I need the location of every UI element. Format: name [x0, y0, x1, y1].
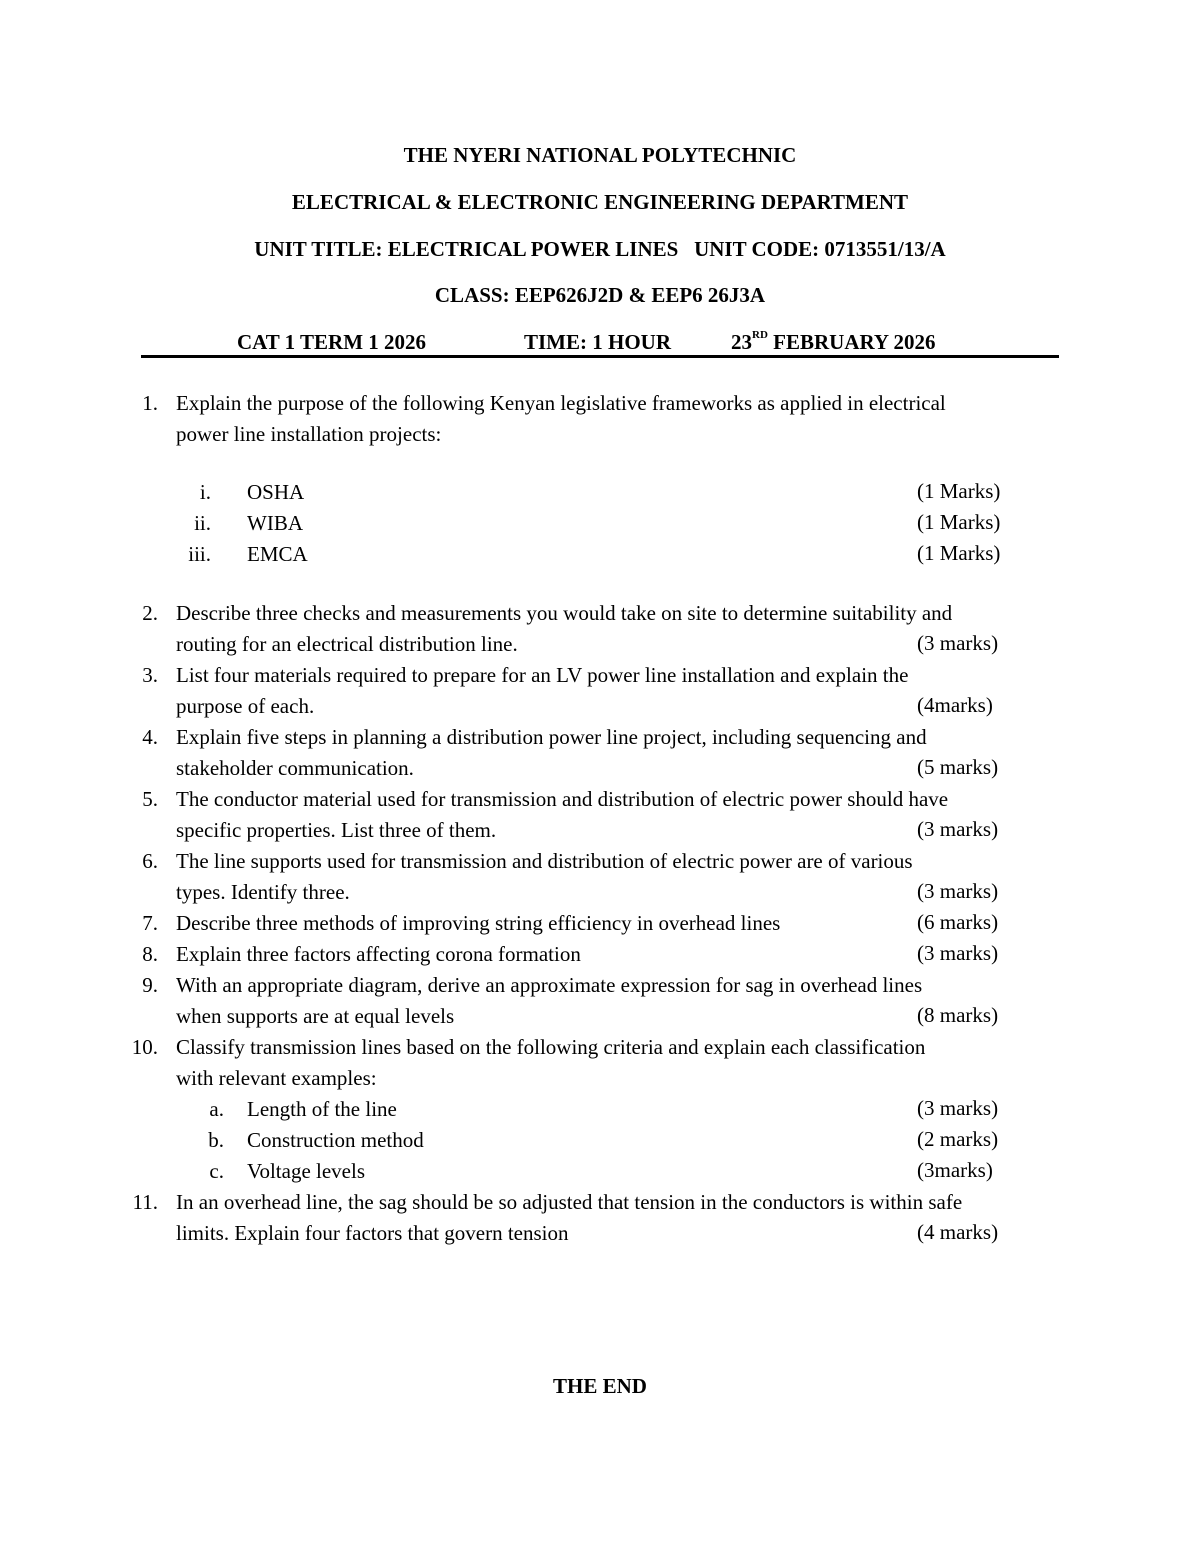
question-text: purpose of each. [176, 694, 315, 718]
question-text: routing for an electrical distribution line. [176, 632, 518, 656]
marks-label: (3 marks) [917, 1096, 999, 1120]
question-text: Explain three factors affecting corona formation [176, 942, 581, 966]
question-text: specific properties. List three of them. [176, 818, 497, 842]
unit-title-line: UNIT TITLE: ELECTRICAL POWER LINES UNIT CODE: 0713551/13/A [254, 237, 946, 261]
time-label: TIME: 1 HOUR [524, 330, 671, 354]
marks-label: (1 Marks) [917, 479, 1001, 503]
sub-item-text: OSHA [247, 480, 305, 504]
question-text: power line installation projects: [176, 422, 442, 446]
sub-item-text: EMCA [247, 542, 308, 566]
question-text: Describe three methods of improving string efficiency in overhead lines [176, 911, 781, 935]
marks-label: (3 marks) [917, 817, 999, 841]
question-text: Classify transmission lines based on the following criteria and explain each classification [176, 1035, 926, 1059]
class-line: CLASS: EEP626J2D & EEP6 26J3A [434, 283, 766, 307]
question-text: The line supports used for transmission and distribution of electric power are of various [176, 849, 913, 873]
marks-label: (3 marks) [917, 941, 999, 965]
header-divider [141, 355, 1059, 358]
institution-title: THE NYERI NATIONAL POLYTECHNIC [403, 143, 797, 167]
question-number: 10. [131, 1035, 158, 1059]
question-number: 9. [142, 973, 158, 997]
marks-label: (4 marks) [917, 1220, 999, 1244]
question-number: 6. [142, 849, 158, 873]
sub-item-number: ii. [194, 511, 211, 535]
question-number: 1. [142, 391, 158, 415]
question-number: 3. [142, 663, 158, 687]
sub-item-number: c. [209, 1159, 224, 1183]
question-number: 7. [142, 911, 158, 935]
question-text: With an appropriate diagram, derive an approximate expression for sag in overhead lines [176, 973, 923, 997]
question-text: with relevant examples: [176, 1066, 377, 1090]
exam-date [731, 330, 936, 355]
marks-label: (3marks) [917, 1158, 993, 1182]
marks-label: (3 marks) [917, 879, 999, 903]
date-suffix: RD [752, 329, 768, 341]
marks-label: (8 marks) [917, 1003, 999, 1027]
question-text: types. Identify three. [176, 880, 350, 904]
question-text: Explain the purpose of the following Kenyan legislative frameworks as applied in electrical [176, 391, 946, 415]
sub-item-number: a. [209, 1097, 224, 1121]
marks-label: (6 marks) [917, 910, 999, 934]
marks-label: (3 marks) [917, 631, 999, 655]
question-text: limits. Explain four factors that govern tension [176, 1221, 569, 1245]
question-text: stakeholder communication. [176, 756, 414, 780]
question-number: 11. [132, 1190, 158, 1214]
marks-label: (1 Marks) [917, 510, 1001, 534]
question-number: 4. [142, 725, 158, 749]
date-day: 23 [731, 330, 752, 354]
department-title: ELECTRICAL & ELECTRONIC ENGINEERING DEPARTMENT [291, 190, 909, 214]
marks-label: (5 marks) [917, 755, 999, 779]
marks-label: (1 Marks) [917, 541, 1001, 565]
question-text: In an overhead line, the sag should be so adjusted that tension in the conductors is within safe [176, 1190, 963, 1214]
marks-label: (2 marks) [917, 1127, 999, 1151]
sub-item-text: WIBA [247, 511, 303, 535]
question-text: The conductor material used for transmission and distribution of electric power should have [176, 787, 949, 811]
question-number: 5. [142, 787, 158, 811]
question-text: List four materials required to prepare for an LV power line installation and explain the [176, 663, 909, 687]
sub-item-number: b. [208, 1128, 224, 1152]
sub-item-text: Construction method [247, 1128, 424, 1152]
cat-label: CAT 1 TERM 1 2026 [237, 330, 427, 354]
question-text: when supports are at equal levels [176, 1004, 455, 1028]
question-number: 8. [142, 942, 158, 966]
date-rest: FEBRUARY 2026 [767, 330, 936, 354]
sub-item-text: Voltage levels [247, 1159, 366, 1183]
sub-item-number: i. [199, 480, 211, 504]
sub-item-text: Length of the line [247, 1097, 397, 1121]
question-text: Explain five steps in planning a distribution power line project, including sequencing and [176, 725, 927, 749]
question-text: Describe three checks and measurements you would take on site to determine suitability and [176, 601, 953, 625]
question-number: 2. [142, 601, 158, 625]
marks-label: (4marks) [917, 693, 993, 717]
sub-item-number: iii. [188, 542, 211, 566]
the-end-footer: THE END [553, 1374, 647, 1398]
